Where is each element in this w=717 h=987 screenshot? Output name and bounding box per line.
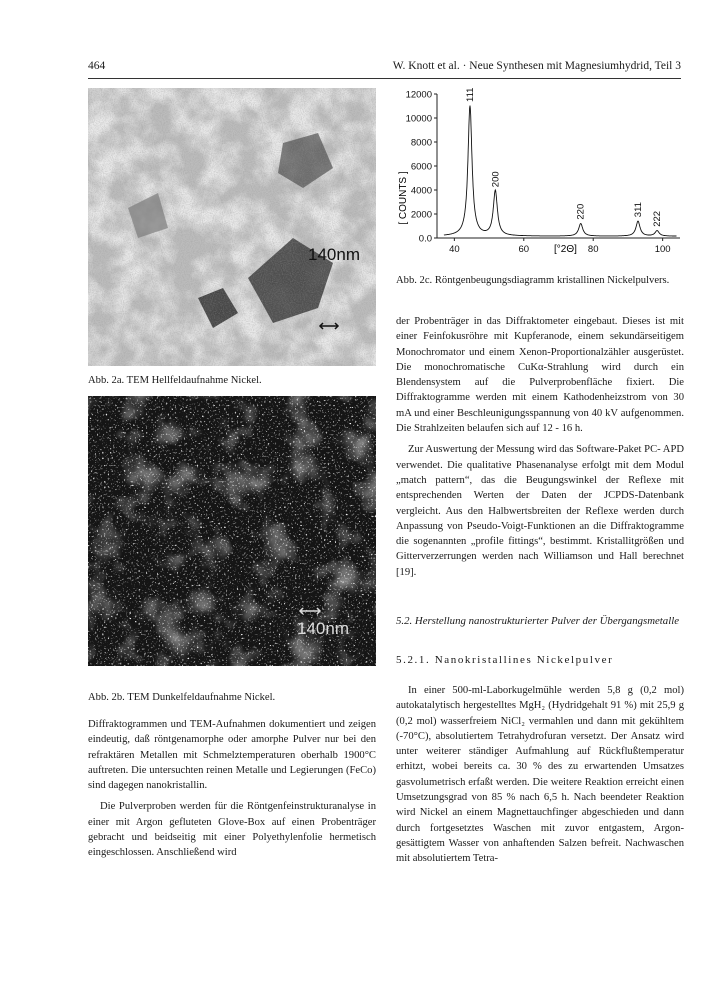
peak-label: 111 (464, 88, 476, 102)
paragraph: Die Pulverproben werden für die Röntgenfeinstrukturanalyse in einer mit Argon gefluteten Glove-Box auf einen Probenträger gebracht und beidseitig mit einer Polyethylenfolie hermetisch eingeschlossen. Anschließend wird (88, 801, 376, 859)
scale-label-2b: 140nm (297, 619, 349, 638)
subsection-heading: 5.2.1. Nanokristallines Nickelpulver (396, 654, 614, 666)
figure-caption-2b: Abb. 2b. TEM Dunkelfeldaufnahme Nickel. (88, 692, 276, 703)
x-tick-label: 80 (587, 244, 599, 255)
paragraph: Zur Auswertung der Messung wird das Software-Paket PC- APD verwendet. Die qualitative Phasenanalyse erfolgt mit dem Modul „match pattern“, das die Beugungswinkel der Reflexe mit entsprechenden Werten der Daten der JCPDS-Datenbank vergleicht. Aus den Halbwertsbreiten der Reflexe werden durch Anpassung von Pseudo-Voigt-Funktionen an die Diffraktogramme die sogenannten „profile fittings“, bestimmt. Kristallitgrößen und Gitterverzerrungen werden nach Williamson und Hall berechnet [19]. (396, 444, 684, 578)
left-column-text (88, 717, 376, 867)
y-tick-label: 0.0 (418, 233, 432, 245)
peak-label: 220 (575, 203, 587, 220)
peak-label: 311 (632, 202, 644, 218)
right-column-text-1 (396, 314, 684, 586)
section-heading: 5.2. Herstellung nanostrukturierter Pulver der Übergangsmetalle (396, 615, 679, 627)
x-tick-label: 60 (518, 244, 530, 255)
y-tick-label: 12000 (405, 89, 432, 101)
right-column-text-2 (396, 683, 684, 873)
y-tick-label: 8000 (410, 137, 432, 149)
y-axis-label: [ COUNTS ] (398, 171, 409, 225)
x-tick-label: 100 (654, 244, 671, 255)
page-number: 464 (88, 60, 106, 72)
scale-label-2a: 140nm (308, 245, 360, 264)
peak-label: 200 (490, 171, 502, 188)
running-header (88, 60, 681, 79)
running-head: W. Knott et al. · Neue Synthesen mit Magnesiumhydrid, Teil 3 (392, 60, 681, 72)
tem-brightfield-image (88, 88, 376, 366)
peak-label: 222 (652, 210, 664, 227)
paragraph: In einer 500-ml-Laborkugelmühle werden 5,8 g (0,2 mol) autokatalytisch hergestelltes MgH₂ (Hydridgehalt 91 %) mit 25,9 g (0,2 mol) wasserfreiem NiCl₂ vermahlen und dann mit gekühltem (-70°C), absolutiertem Tetrahydrofuran versetzt. Der Ansatz wird unter weiterer ständiger Aufmahlung auf Rückflußtemperatur erhitzt, wobei bereits ca. 30 % des zu erwartenden Umsatzes gasvolumetrisch erfaßt werden. Die weitere Reaktion erreicht einen Umsetzungsgrad von 85 % nach 6,5 h. Nach beendeter Reaktion wird Nickel an einem Magnettauchfinger abgeschieden und dann durch fortgesetztes Waschen mit zuvor entgastem, Argon-gesättigtem Wasser von anhaftenden Salzen befreit. Nachwaschen mit absolutiertem Tetra- (396, 685, 684, 865)
paragraph: Diffraktogrammen und TEM-Aufnahmen dokumentiert und zeigen eindeutig, daß röntgenamorphe oder amorphe Pulver nur bei den refraktären Metallen mit Schmelztemperaturen oberhalb 1900°C auftreten. Die untersuchten reinen Metalle und Legierungen (FeCo) sind dagegen nanokristallin. (88, 719, 376, 792)
y-tick-label: 6000 (410, 161, 432, 173)
y-tick-label: 2000 (410, 209, 432, 221)
y-tick-label: 4000 (410, 185, 432, 197)
x-axis-label: [°2Θ] (553, 244, 577, 255)
figure-caption-2c: Abb. 2c. Röntgenbeugungsdiagramm kristallinen Nickelpulvers. (396, 275, 670, 286)
figure-caption-2a: Abb. 2a. TEM Hellfeldaufnahme Nickel. (88, 375, 262, 386)
paragraph: der Probenträger in das Diffraktometer eingebaut. Dieses ist mit einer Feinfokusröhre mit Kupferanode, einem sekundärseitigem Monochromator und einem Xenon-Proportionalzähler ausgerüstet. Die monochromatische CuKα-Strahlung wird durch ein Blendensystem auf die Pulverprobenfläche fixiert. Die Diffraktogramme werden mit einem Kathodenheizstrom von 30 mA und einer Beschleunigungsspannung von 40 kV aufgenommen. Die Strahlzeiten belaufen sich auf 12 - 16 h. (396, 316, 684, 435)
y-tick-label: 10000 (405, 113, 432, 125)
x-tick-label: 40 (449, 244, 460, 255)
xrd-chart (395, 88, 685, 268)
